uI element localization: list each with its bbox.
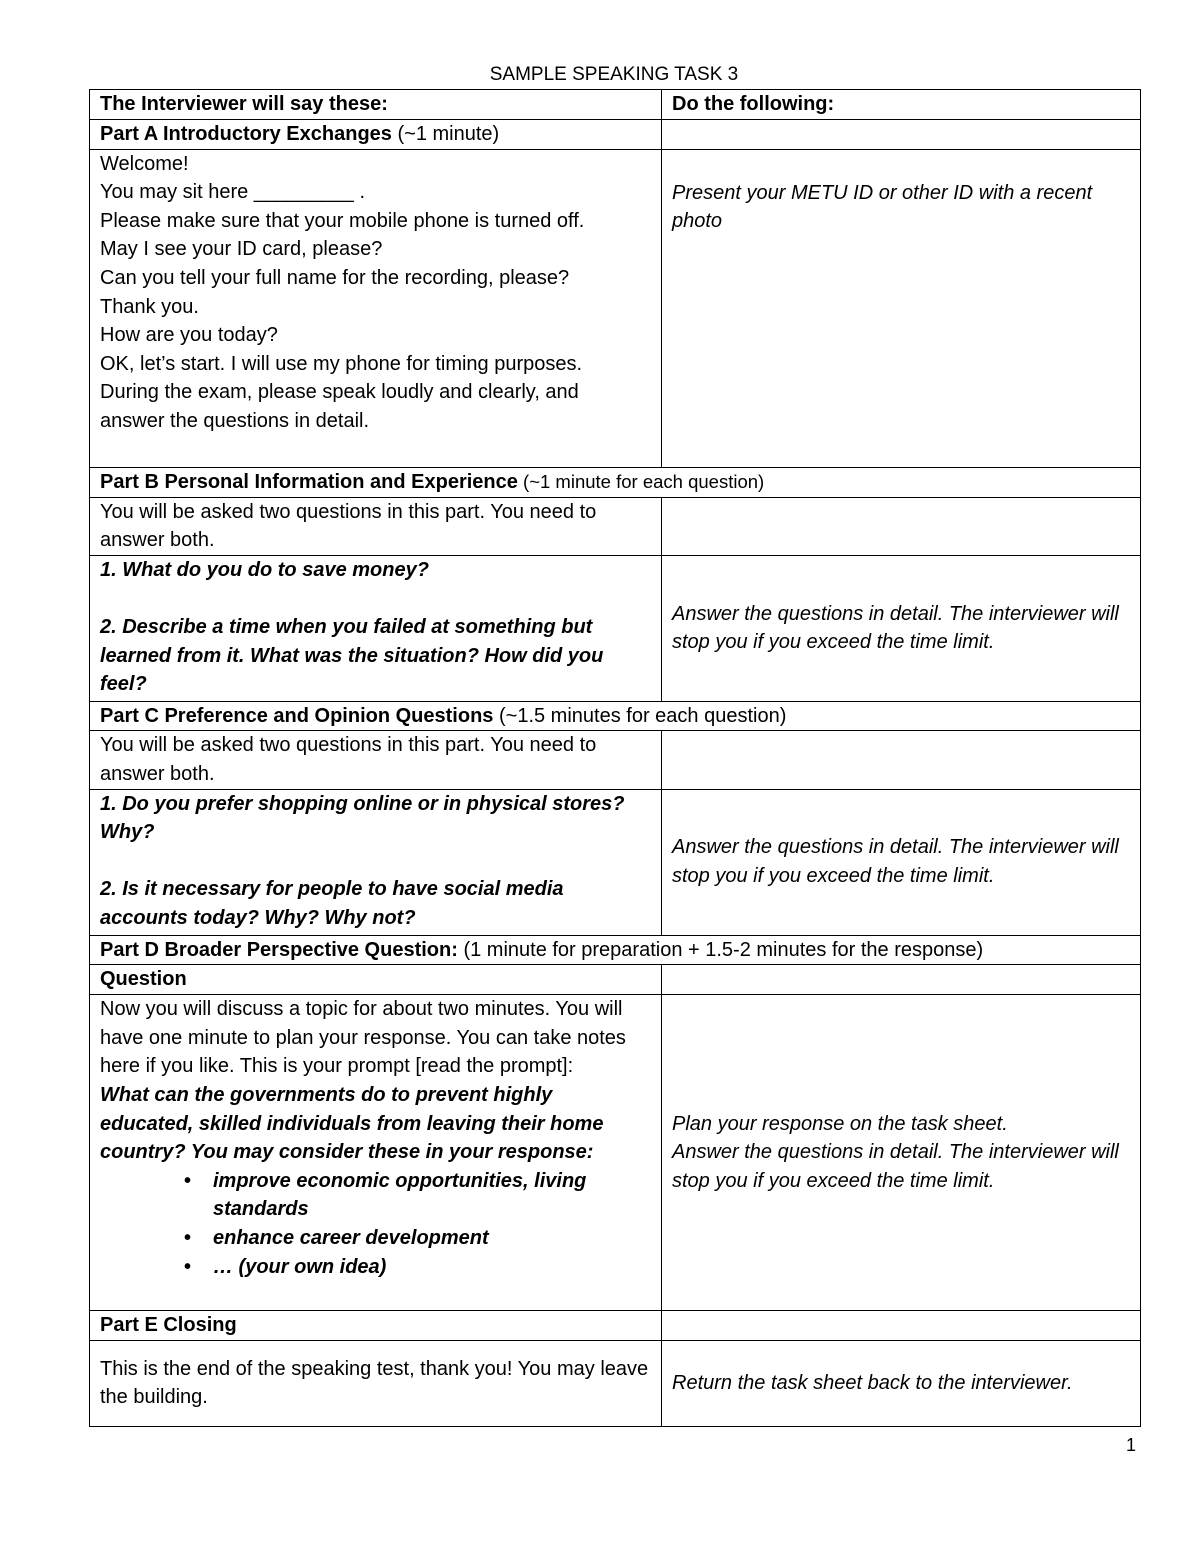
part-b-intro: You will be asked two questions in this part. You need to answer both.	[90, 497, 662, 555]
part-a-line: answer the questions in detail.	[100, 409, 370, 432]
part-b-heading	[90, 467, 1141, 497]
part-a-line: Welcome!	[100, 152, 189, 175]
part-a-body-row	[90, 149, 1141, 467]
part-b-heading-title: Part B Personal Information and Experience	[100, 470, 518, 493]
part-e-instruction: Return the task sheet back to the interviewer.	[662, 1340, 1141, 1426]
part-d-script	[90, 995, 662, 1311]
part-e-heading: Part E Closing	[90, 1311, 662, 1341]
part-c-intro-empty	[662, 731, 1141, 789]
part-b-intro-empty	[662, 497, 1141, 555]
part-a-instruction: Present your METU ID or other ID with a recent photo	[662, 149, 1141, 467]
part-b-instruction: Answer the questions in detail. The interviewer will stop you if you exceed the time limit.	[662, 555, 1141, 701]
part-c-questions-row	[90, 789, 1141, 935]
part-d-instruction-answer: Answer the questions in detail. The interviewer will stop you if you exceed the time limit.	[672, 1141, 1119, 1192]
part-a-script	[90, 149, 662, 467]
table-header-row	[90, 90, 1141, 120]
part-d-bullet: • enhance career development	[213, 1224, 651, 1253]
part-a-heading	[90, 120, 662, 150]
part-c-heading	[90, 701, 1141, 731]
part-d-subheading-row	[90, 965, 1141, 995]
part-c-questions	[90, 789, 662, 935]
part-a-line: You may sit here _________ .	[100, 181, 366, 204]
part-a-heading-title: Part A Introductory Exchanges	[100, 123, 392, 145]
part-c-question-2: 2. Is it necessary for people to have social media accounts today? Why? Why not?	[100, 878, 564, 929]
part-c-intro: You will be asked two questions in this part. You need to answer both.	[90, 731, 662, 789]
part-a-heading-row	[90, 120, 1141, 150]
spacer	[100, 584, 651, 613]
part-d-subheading: Question	[90, 965, 662, 995]
part-d-heading	[90, 935, 1141, 965]
part-d-instruction	[662, 995, 1141, 1311]
part-b-intro-row	[90, 497, 1141, 555]
part-e-body-row	[90, 1340, 1141, 1426]
part-a-line: OK, let’s start. I will use my phone for timing purposes.	[100, 352, 583, 375]
part-d-heading-duration: (1 minute for preparation + 1.5-2 minutes for the response)	[457, 938, 984, 961]
part-d-heading-title: Part D Broader Perspective Question:	[100, 938, 458, 961]
part-c-heading-duration: (~1.5 minutes for each question)	[493, 704, 787, 727]
part-e-text: This is the end of the speaking test, thank you! You may leave the building.	[90, 1340, 662, 1426]
part-b-heading-row	[90, 467, 1141, 497]
part-a-heading-duration: (~1 minute)	[391, 123, 500, 145]
part-a-line: Thank you.	[100, 295, 199, 318]
header-instructions-column: Do the following:	[662, 90, 1141, 120]
part-e-heading-empty	[662, 1311, 1141, 1341]
part-b-question-2: 2. Describe a time when you failed at something but learned from it. What was the situation? How did you feel?	[100, 615, 604, 696]
part-d-bullet: • improve economic opportunities, living standards	[213, 1167, 651, 1224]
part-d-instruction-plan: Plan your response on the task sheet.	[672, 1112, 1008, 1135]
part-c-heading-row	[90, 701, 1141, 731]
part-a-line: How are you today?	[100, 324, 278, 347]
page-title: SAMPLE SPEAKING TASK 3	[489, 64, 739, 85]
part-d-heading-row	[90, 935, 1141, 965]
spacer	[100, 847, 651, 876]
part-d-body-row	[90, 995, 1141, 1311]
part-d-intro: Now you will discuss a topic for about two minutes. You will have one minute to plan your response. You can take notes here if you like. This is your prompt [read the prompt]:	[100, 998, 626, 1078]
part-d-subheading-empty	[662, 965, 1141, 995]
part-d-bullet-list	[100, 1167, 651, 1281]
part-e-heading-row	[90, 1311, 1141, 1341]
part-d-bullet: • … (your own idea)	[213, 1253, 651, 1282]
part-b-question-1: 1. What do you do to save money?	[100, 558, 429, 581]
header-interviewer-column: The Interviewer will say these:	[90, 90, 662, 120]
part-a-line: During the exam, please speak loudly and clearly, and	[100, 381, 579, 404]
part-b-heading-duration: (~1 minute for each question)	[517, 470, 765, 492]
part-a-heading-empty	[662, 120, 1141, 150]
speaking-task-table	[89, 89, 1141, 1427]
part-c-intro-row	[90, 731, 1141, 789]
part-a-line: Can you tell your full name for the recording, please?	[100, 266, 570, 289]
part-d-prompt: What can the governments do to prevent highly educated, skilled individuals from leaving their home country? You may consider these in your response:	[100, 1083, 604, 1164]
part-c-question-1: 1. Do you prefer shopping online or in physical stores? Why?	[100, 792, 625, 844]
part-a-line: May I see your ID card, please?	[100, 238, 383, 261]
part-b-questions	[90, 555, 662, 701]
page-number: 1	[1126, 1435, 1137, 1455]
part-c-instruction: Answer the questions in detail. The interviewer will stop you if you exceed the time limit.	[662, 789, 1141, 935]
part-c-heading-title: Part C Preference and Opinion Questions	[100, 704, 494, 727]
part-b-questions-row	[90, 555, 1141, 701]
part-a-line: Please make sure that your mobile phone is turned off.	[100, 209, 585, 232]
